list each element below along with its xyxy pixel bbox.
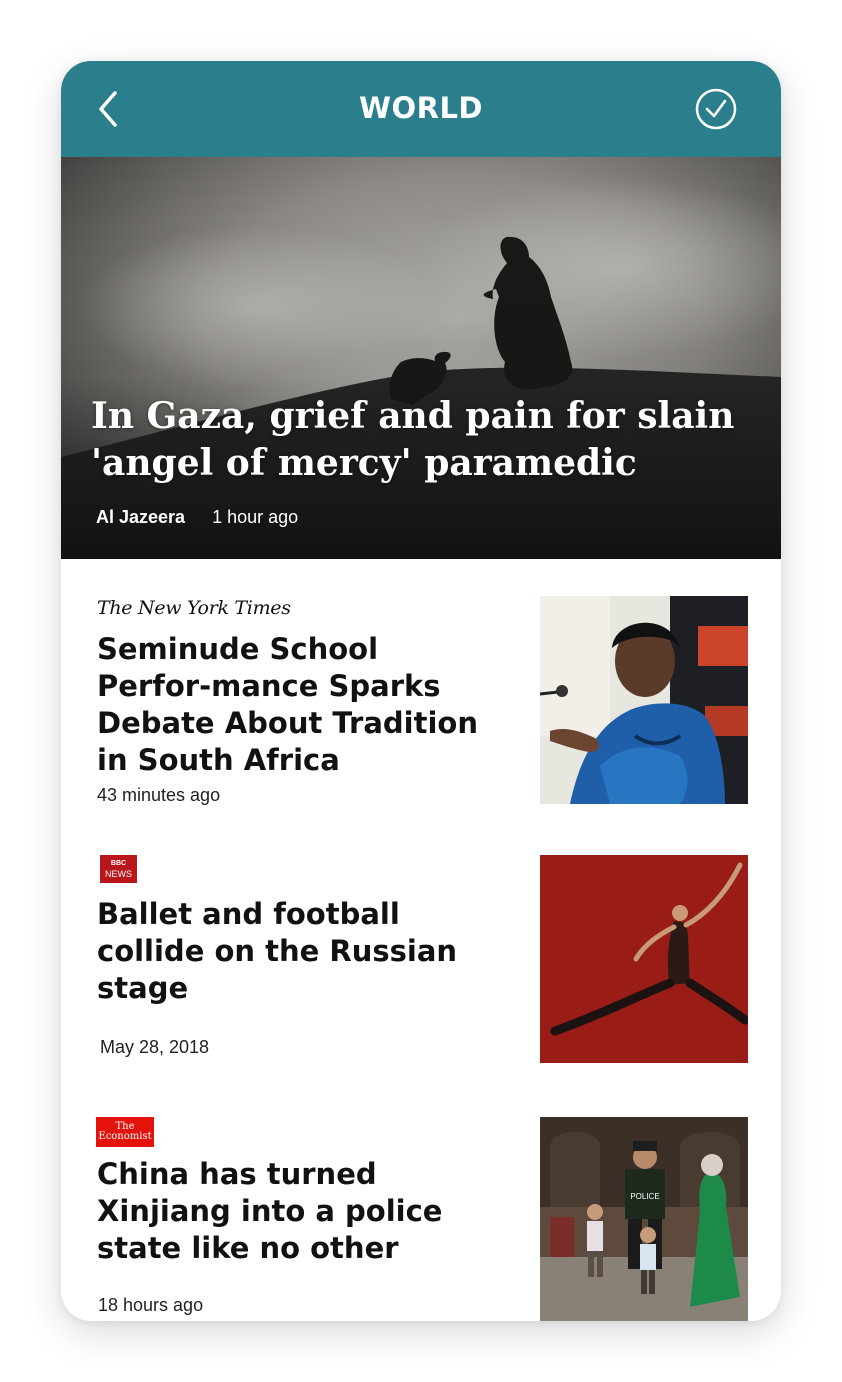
hero-time: 1 hour ago — [212, 507, 299, 527]
article-item[interactable] — [61, 559, 781, 819]
article-headline: Seminude School Perfor-mance Sparks Debate About Tradition in South Africa — [97, 632, 478, 777]
article-headline: China has turned Xinjiang into a police state like no other — [97, 1157, 443, 1265]
hero-meta — [96, 507, 298, 528]
bbc-logo-line1: BBC — [110, 860, 127, 867]
article-thumbnail — [540, 1117, 748, 1321]
article-item[interactable] — [61, 819, 781, 1079]
hero-article[interactable] — [61, 157, 781, 559]
hero-image — [61, 157, 781, 559]
police-label: POLICE — [630, 1192, 660, 1201]
bbc-logo-line2: NEWS — [105, 869, 132, 879]
page-title: WORLD — [358, 91, 484, 125]
economist-logo — [96, 1117, 154, 1147]
article-thumbnail — [540, 596, 748, 804]
economist-logo-line2: Economist — [98, 1131, 152, 1142]
nyt-logo: The New York Times — [97, 597, 291, 619]
economist-logo-line1: The — [115, 1121, 135, 1132]
phone-frame — [61, 61, 781, 1321]
article-thumbnail — [540, 855, 748, 1063]
check-circle-icon — [694, 87, 738, 131]
app-header — [61, 61, 781, 157]
article-time: 18 hours ago — [98, 1295, 204, 1315]
article-headline: Ballet and football collide on the Russian stage — [97, 897, 458, 1005]
article-time: May 28, 2018 — [100, 1037, 210, 1057]
done-button[interactable] — [694, 87, 738, 131]
article-item[interactable] — [61, 1079, 781, 1321]
bbc-news-logo — [100, 855, 137, 883]
hero-source: Al Jazeera — [96, 507, 186, 527]
article-time: 43 minutes ago — [97, 785, 221, 805]
hero-headline: In Gaza, grief and pain for slain 'angel of mercy' paramedic — [91, 395, 735, 484]
